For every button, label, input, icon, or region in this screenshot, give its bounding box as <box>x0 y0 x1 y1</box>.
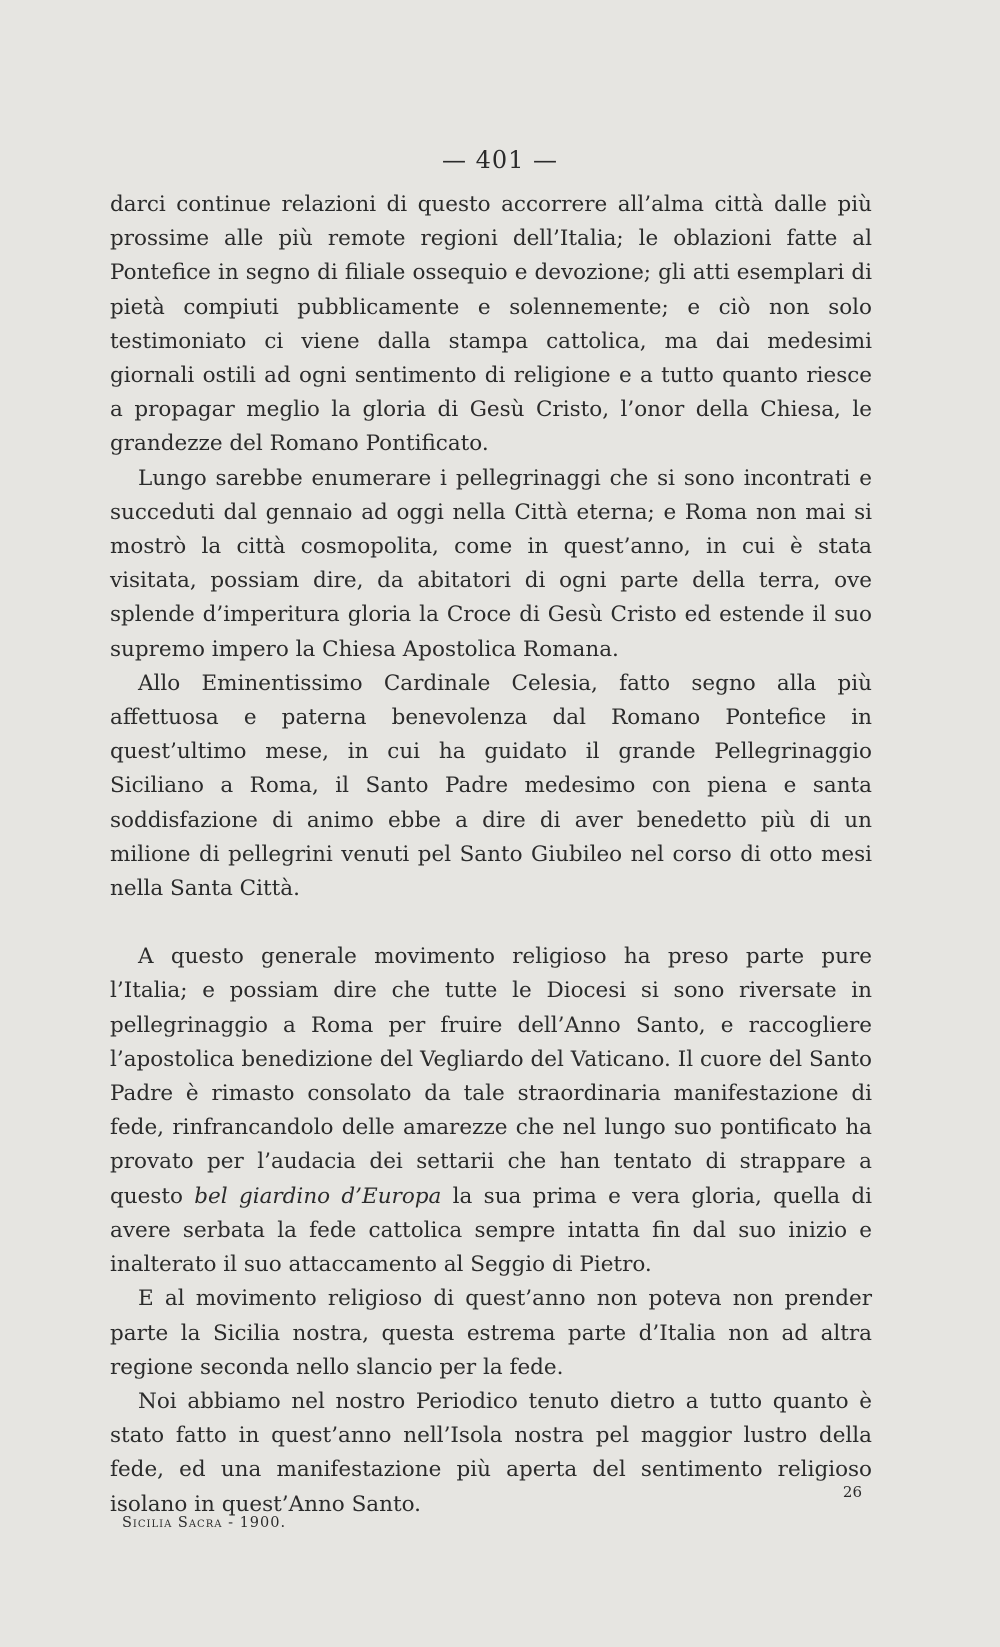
paragraph-6: Noi abbiamo nel nostro Periodico tenuto dietro a tutto quanto è stato fatto in quest’anno nell’Isola nostra pel maggior lustro della fede, ed una manifestazione più aperta del sentimento religioso isolano in quest’Anno Santo. <box>110 1388 872 1517</box>
italic-phrase: bel giardino d’Europa <box>194 1183 442 1209</box>
signature-mark: 26 <box>842 1483 862 1501</box>
paragraph-4-tail: la sua prima e vera gloria, quella di avere serbata la fede cattolica sempre intatta fin dal suo inizio e inalterato il suo attaccamento al Seggio di Pietro. <box>110 1183 872 1278</box>
paragraph-4 <box>110 940 872 1282</box>
paragraph-4-text: A questo generale movimento religioso ha preso parte pure l’Italia; e possiam dire che tutte le Diocesi si sono riversate in pellegrinaggio a Roma per fruire dell’Anno Santo, e raccogliere l’apostolica benedizione del Vegliardo del Vaticano. Il cuore del Santo Padre è rimasto consolato da tale straordinaria manifestazione di fede, rinfrancandolo delle amarezze che nel lungo suo pontificato ha provato per l’audacia dei settarii che han tentato di strappare a questo <box>110 944 872 1209</box>
paragraph-2: Lungo sarebbe enumerare i pellegrinaggi che si sono incontrati e succeduti dal gennaio ad oggi nella Città eterna; e Roma non mai si mostrò la città cosmopolita, come in quest’anno, in cui è stata visitata, possiam dire, da abitatori di ogni parte della terra, ove splende d’imperitura gloria la Croce di Gesù Cristo ed estende il suo supremo impero la Chiesa Apostolica Romana. <box>110 465 872 662</box>
body-text <box>110 188 872 1522</box>
page-number: — 401 — <box>441 146 559 174</box>
paragraph-3: Allo Eminentissimo Cardinale Celesia, fatto segno alla più affettuosa e paterna benevolenza dal Romano Pontefice in quest’ultimo mese, in cui ha guidato il grande Pellegrinaggio Siciliano a Roma, il Santo Padre medesimo con piena e santa soddisfazione di animo ebbe a dire di aver benedetto più di un milione di pellegrini venuti pel Santo Giubileo nel corso di otto mesi nella Santa Città. <box>110 670 872 902</box>
paragraph-1: darci continue relazioni di questo accorrere all’alma città dalle più prossime alle più remote regioni dell’Italia; le oblazioni fatte al Pontefice in segno di filiale ossequio e devozione; gli atti esemplari di pietà compiuti pubblicamente e solennemente; e ciò non solo testimoniato ci viene dalla stampa cattolica, ma dai medesimi giornali ostili ad ogni sentimento di religione e a tutto quanto riesce a propagar meglio la gloria di Gesù Cristo, l’onor della Chiesa, le grandezze del Romano Pontificato. <box>110 192 872 457</box>
paragraph-5: E al movimento religioso di quest’anno non poteva non prender parte la Sicilia nostra, questa estrema parte d’Italia non ad altra regione seconda nello slancio per la fede. <box>110 1286 872 1380</box>
footer-journal-title: Sicilia Sacra - 1900. <box>122 1515 287 1531</box>
